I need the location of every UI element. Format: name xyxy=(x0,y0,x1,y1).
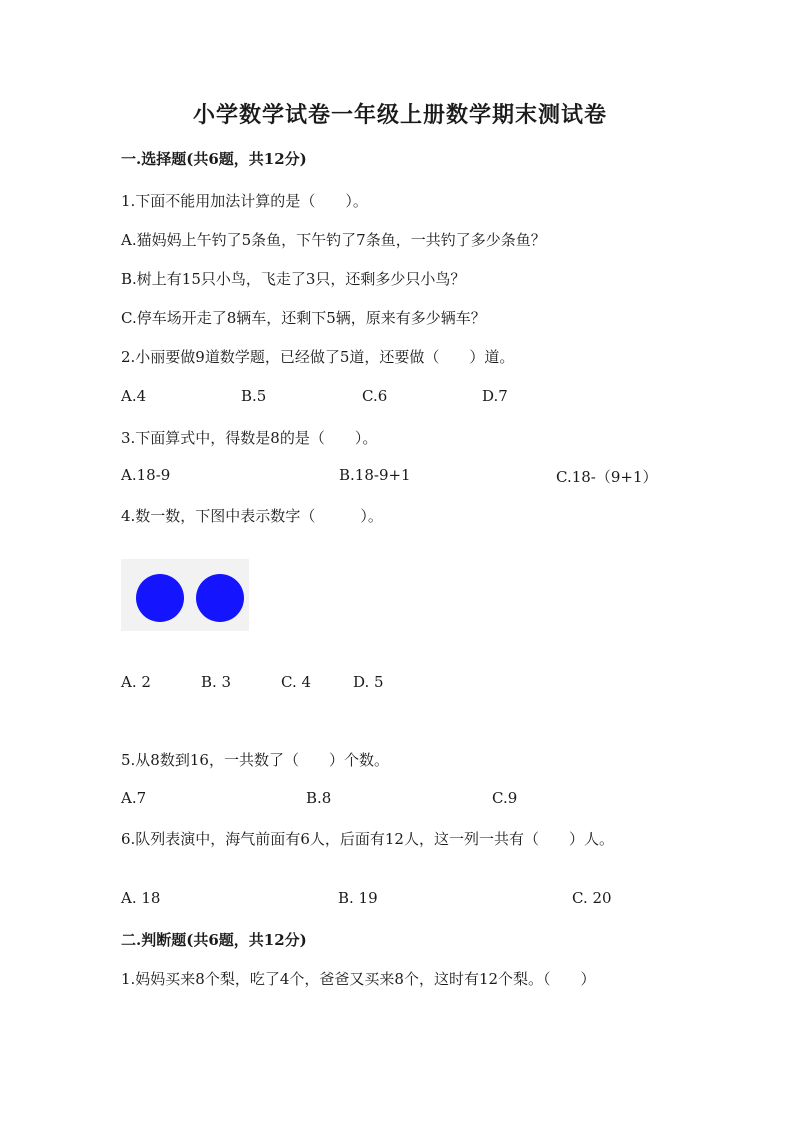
s2-q1-stem: 1.妈妈买来8个梨，吃了4个，爸爸又买来8个，这时有12个梨。（ ） xyxy=(121,970,596,988)
q1-stem: 1.下面不能用加法计算的是（ ）。 xyxy=(121,192,368,210)
q6-option-c: C. 20 xyxy=(572,889,612,907)
q6-option-b: B. 19 xyxy=(338,889,378,907)
q4-option-d: D. 5 xyxy=(353,673,384,691)
q2-option-a: A.4 xyxy=(121,387,147,405)
q2-option-b: B.5 xyxy=(241,387,267,405)
section1-heading: 一.选择题(共6题，共12分) xyxy=(121,150,307,168)
q3-option-c: C.18-（9+1） xyxy=(556,468,658,486)
q4-option-c: C. 4 xyxy=(281,673,312,691)
section2-heading: 二.判断题(共6题，共12分) xyxy=(121,931,307,949)
q2-stem: 2.小丽要做9道数学题，已经做了5道，还要做（ ）道。 xyxy=(121,348,515,366)
blue-dot xyxy=(136,574,184,622)
q5-option-b: B.8 xyxy=(306,789,332,807)
q1-option-a: A.猫妈妈上午钓了5条鱼，下午钓了7条鱼，一共钓了多少条鱼？ xyxy=(121,231,546,249)
q5-stem: 5.从8数到16，一共数了（ ）个数。 xyxy=(121,751,389,769)
q3-stem: 3.下面算式中，得数是8的是（ ）。 xyxy=(121,429,378,447)
q3-option-a: A.18-9 xyxy=(121,466,171,484)
q2-option-d: D.7 xyxy=(482,387,508,405)
q4-option-b: B. 3 xyxy=(201,673,232,691)
q4-option-a: A. 2 xyxy=(121,673,151,691)
q4-stem: 4.数一数，下图中表示数字（ ）。 xyxy=(121,507,383,525)
page-title: 小学数学试卷一年级上册数学期末测试卷 xyxy=(192,102,607,128)
q1-option-c: C.停车场开走了8辆车，还剩下5辆，原来有多少辆车？ xyxy=(121,309,486,327)
q3-option-b: B.18-9+1 xyxy=(339,466,411,484)
q2-option-c: C.6 xyxy=(362,387,388,405)
q6-option-a: A. 18 xyxy=(121,889,161,907)
q4-figure xyxy=(121,559,249,631)
q6-stem: 6.队列表演中，海气前面有6人，后面有12人，这一列一共有（ ）人。 xyxy=(121,830,614,848)
blue-dot xyxy=(196,574,244,622)
q5-option-a: A.7 xyxy=(121,789,147,807)
q5-option-c: C.9 xyxy=(492,789,518,807)
q1-option-b: B.树上有15只小鸟，飞走了3只，还剩多少只小鸟？ xyxy=(121,270,466,288)
